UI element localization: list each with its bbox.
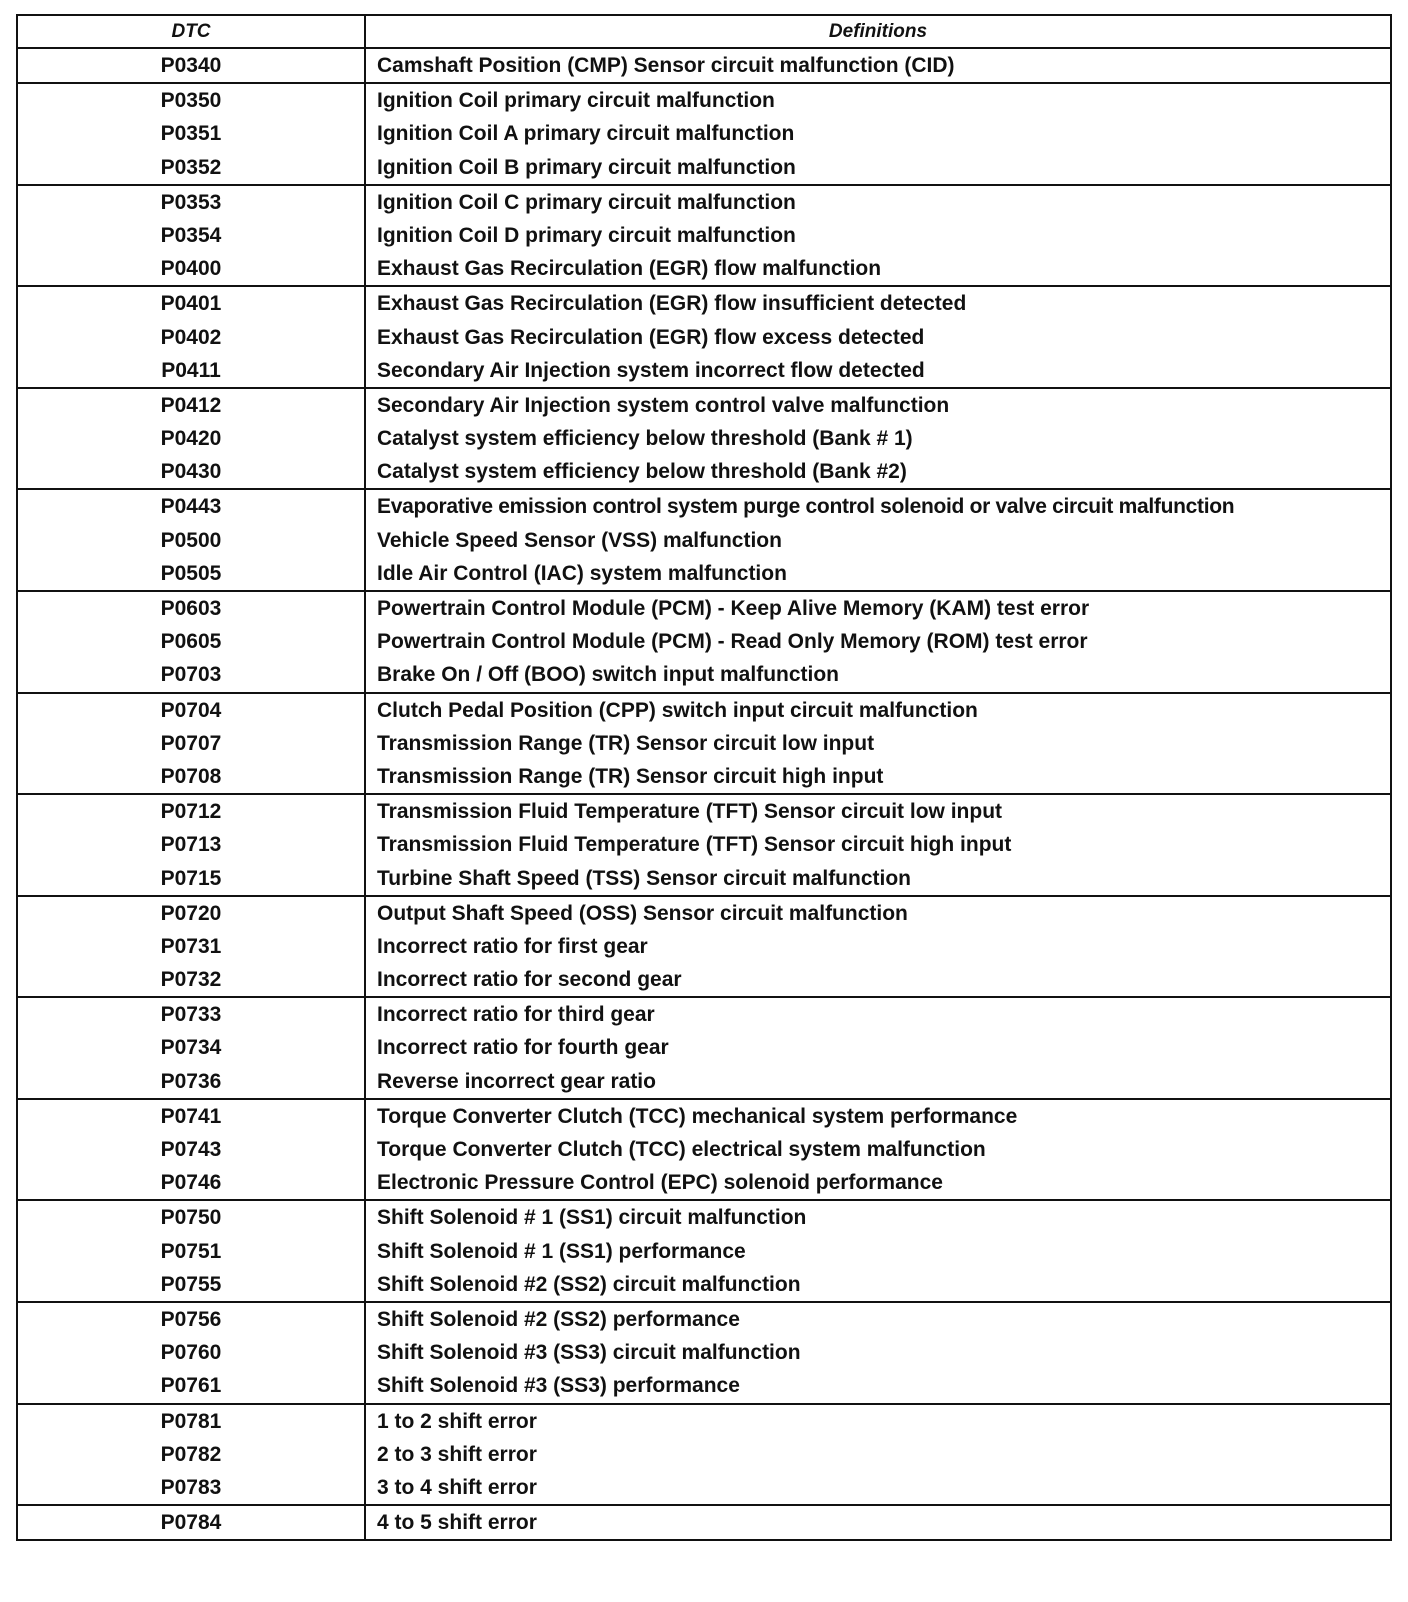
dtc-definition: Secondary Air Injection system incorrect flow detected <box>377 358 925 382</box>
dtc-definition: Transmission Fluid Temperature (TFT) Sensor circuit low input <box>377 800 1003 824</box>
table-row-group <box>17 48 1391 83</box>
dtc-definition: Incorrect ratio for fourth gear <box>377 1036 669 1060</box>
dtc-code: P0603 <box>160 597 222 620</box>
table-row-group <box>17 997 1391 1099</box>
dtc-definition: Ignition Coil B primary circuit malfunction <box>377 155 796 179</box>
dtc-code: P0720 <box>160 901 222 925</box>
dtc-definition: Turbine Shaft Speed (TSS) Sensor circuit malfunction <box>377 866 912 890</box>
definition-cell <box>365 896 1391 998</box>
dtc-definition: Exhaust Gas Recirculation (EGR) flow insufficient detected <box>377 292 967 316</box>
dtc-definition: Evaporative emission control system purge control solenoid or valve circuit malfunction <box>377 495 1235 519</box>
table-row-group <box>17 794 1391 896</box>
dtc-code-cell <box>17 388 365 490</box>
dtc-code-cell <box>17 489 365 591</box>
table-row-group <box>17 489 1391 591</box>
dtc-code: P0500 <box>160 528 222 552</box>
dtc-definition: Shift Solenoid #2 (SS2) circuit malfunction <box>377 1272 801 1296</box>
table-row-group <box>17 896 1391 998</box>
dtc-code: P0750 <box>160 1206 222 1230</box>
dtc-code: P0400 <box>160 257 222 281</box>
dtc-code: P0420 <box>160 427 222 451</box>
definition-cell <box>365 1404 1391 1506</box>
dtc-code-cell <box>17 1404 365 1506</box>
dtc-code: P0411 <box>161 358 221 382</box>
definition-cell <box>365 1200 1391 1302</box>
dtc-definition: Ignition Coil primary circuit malfunction <box>377 89 775 113</box>
dtc-definition: Idle Air Control (IAC) system malfunction <box>377 561 787 585</box>
dtc-column-header: DTC <box>17 15 365 48</box>
dtc-code: P0732 <box>160 968 222 992</box>
dtc-code: P0605 <box>160 630 222 654</box>
dtc-code-cell <box>17 286 365 388</box>
dtc-definition: Shift Solenoid #3 (SS3) performance <box>377 1374 740 1398</box>
definition-cell <box>365 997 1391 1099</box>
dtc-definition: Shift Solenoid #2 (SS2) performance <box>377 1307 740 1331</box>
definition-cell <box>365 48 1391 83</box>
dtc-definition: Transmission Fluid Temperature (TFT) Sensor circuit high input <box>377 833 1012 857</box>
table-row-group <box>17 185 1391 287</box>
dtc-code: P0761 <box>160 1374 222 1398</box>
dtc-definition: Shift Solenoid #3 (SS3) circuit malfunction <box>377 1341 801 1365</box>
definition-cell <box>365 1302 1391 1404</box>
definition-cell <box>365 794 1391 896</box>
dtc-code: P0402 <box>160 325 222 349</box>
dtc-code: P0351 <box>160 122 222 146</box>
dtc-code: P0708 <box>160 764 222 788</box>
dtc-code-cell <box>17 997 365 1099</box>
table-row-group <box>17 1302 1391 1404</box>
table-row-group <box>17 1200 1391 1302</box>
dtc-code: P0755 <box>160 1272 222 1296</box>
dtc-definition: Ignition Coil C primary circuit malfunction <box>377 190 796 214</box>
dtc-code-cell <box>17 591 365 693</box>
dtc-definition: Ignition Coil A primary circuit malfunction <box>377 122 795 146</box>
dtc-definition: Catalyst system efficiency below threshold (Bank # 1) <box>377 427 913 451</box>
table-row-group <box>17 83 1391 185</box>
dtc-definition: Shift Solenoid # 1 (SS1) circuit malfunction <box>377 1206 807 1230</box>
dtc-code: P0733 <box>160 1003 222 1027</box>
dtc-code: P0734 <box>160 1036 222 1060</box>
definition-cell <box>365 489 1391 591</box>
dtc-definition: Catalyst system efficiency below threshold (Bank #2) <box>377 460 907 484</box>
dtc-definition: Incorrect ratio for second gear <box>377 968 682 992</box>
dtc-code: P0704 <box>160 698 222 722</box>
dtc-code: P0760 <box>160 1341 222 1365</box>
dtc-code: P0741 <box>160 1104 222 1128</box>
definition-cell <box>365 185 1391 287</box>
dtc-code: P0751 <box>160 1239 222 1263</box>
dtc-code-cell <box>17 1099 365 1201</box>
dtc-code: P0756 <box>160 1307 222 1331</box>
dtc-definition: Brake On / Off (BOO) switch input malfunction <box>377 663 840 687</box>
dtc-definitions-table <box>16 14 1392 1541</box>
dtc-code-cell <box>17 1200 365 1302</box>
dtc-code: P0412 <box>160 393 222 417</box>
dtc-code-cell <box>17 48 365 83</box>
dtc-code: P0783 <box>160 1475 222 1499</box>
table-row-group <box>17 1404 1391 1506</box>
dtc-definition: Torque Converter Clutch (TCC) mechanical system performance <box>377 1104 1018 1128</box>
dtc-definition: Camshaft Position (CMP) Sensor circuit malfunction (CID) <box>377 54 955 77</box>
dtc-code: P0715 <box>160 866 222 890</box>
dtc-definition: Powertrain Control Module (PCM) - Read Only Memory (ROM) test error <box>377 630 1088 654</box>
dtc-definition: 4 to 5 shift error <box>377 1511 537 1535</box>
dtc-code: P0736 <box>160 1069 222 1093</box>
table-row-group <box>17 693 1391 795</box>
dtc-definition: Secondary Air Injection system control valve malfunction <box>377 393 950 417</box>
definition-cell <box>365 1099 1391 1201</box>
table-row-group <box>17 591 1391 693</box>
dtc-definition: Shift Solenoid # 1 (SS1) performance <box>377 1239 746 1263</box>
dtc-code: P0703 <box>160 663 222 687</box>
dtc-code: P0443 <box>160 495 222 519</box>
dtc-definition: Powertrain Control Module (PCM) - Keep Alive Memory (KAM) test error <box>377 597 1090 620</box>
dtc-code: P0712 <box>160 800 222 824</box>
dtc-definition: Vehicle Speed Sensor (VSS) malfunction <box>377 528 782 552</box>
table-row-group <box>17 1505 1391 1540</box>
definition-cell <box>365 591 1391 693</box>
dtc-code: P0782 <box>160 1442 222 1466</box>
table-row-group <box>17 286 1391 388</box>
definition-cell <box>365 83 1391 185</box>
dtc-code: P0713 <box>160 833 222 857</box>
dtc-code-cell <box>17 1505 365 1540</box>
dtc-definition: Output Shaft Speed (OSS) Sensor circuit malfunction <box>377 901 908 925</box>
dtc-definition: Ignition Coil D primary circuit malfunction <box>377 223 796 247</box>
dtc-code-cell <box>17 1302 365 1404</box>
dtc-definition: Incorrect ratio for third gear <box>377 1003 655 1027</box>
table-row-group <box>17 388 1391 490</box>
dtc-definition: 3 to 4 shift error <box>377 1475 537 1499</box>
dtc-code: P0505 <box>160 561 222 585</box>
definition-cell <box>365 1505 1391 1540</box>
dtc-definition: 1 to 2 shift error <box>377 1409 537 1433</box>
definition-cell <box>365 388 1391 490</box>
dtc-code: P0340 <box>160 54 222 77</box>
dtc-code: P0401 <box>160 292 222 316</box>
dtc-definition: Exhaust Gas Recirculation (EGR) flow malfunction <box>377 257 882 281</box>
definition-cell <box>365 693 1391 795</box>
dtc-code: P0350 <box>160 89 222 113</box>
dtc-definition: Torque Converter Clutch (TCC) electrical system malfunction <box>377 1138 986 1161</box>
dtc-definition: 2 to 3 shift error <box>377 1442 537 1466</box>
dtc-code: P0743 <box>160 1138 222 1161</box>
dtc-definition: Reverse incorrect gear ratio <box>377 1069 656 1093</box>
dtc-code-cell <box>17 83 365 185</box>
dtc-code: P0352 <box>160 155 222 179</box>
dtc-code-cell <box>17 896 365 998</box>
dtc-definition: Exhaust Gas Recirculation (EGR) flow excess detected <box>377 325 925 349</box>
dtc-definition: Transmission Range (TR) Sensor circuit high input <box>377 764 884 788</box>
dtc-definition: Electronic Pressure Control (EPC) solenoid performance <box>377 1171 943 1195</box>
dtc-code: P0353 <box>160 190 222 214</box>
dtc-code: P0746 <box>160 1171 222 1195</box>
definition-cell <box>365 286 1391 388</box>
dtc-code: P0707 <box>160 731 222 755</box>
table-header-row <box>17 15 1391 48</box>
table-body <box>17 48 1391 1540</box>
dtc-code-cell <box>17 185 365 287</box>
dtc-code: P0354 <box>160 223 222 247</box>
definitions-column-header: Definitions <box>365 15 1391 48</box>
dtc-definition: Incorrect ratio for first gear <box>377 934 648 958</box>
dtc-code: P0430 <box>160 460 222 484</box>
dtc-code-cell <box>17 693 365 795</box>
table-row-group <box>17 1099 1391 1201</box>
dtc-code-cell <box>17 794 365 896</box>
dtc-code: P0781 <box>160 1409 222 1433</box>
dtc-code: P0731 <box>160 934 222 958</box>
dtc-definition: Clutch Pedal Position (CPP) switch input circuit malfunction <box>377 698 978 722</box>
dtc-code: P0784 <box>160 1511 222 1535</box>
dtc-definition: Transmission Range (TR) Sensor circuit low input <box>377 731 875 755</box>
